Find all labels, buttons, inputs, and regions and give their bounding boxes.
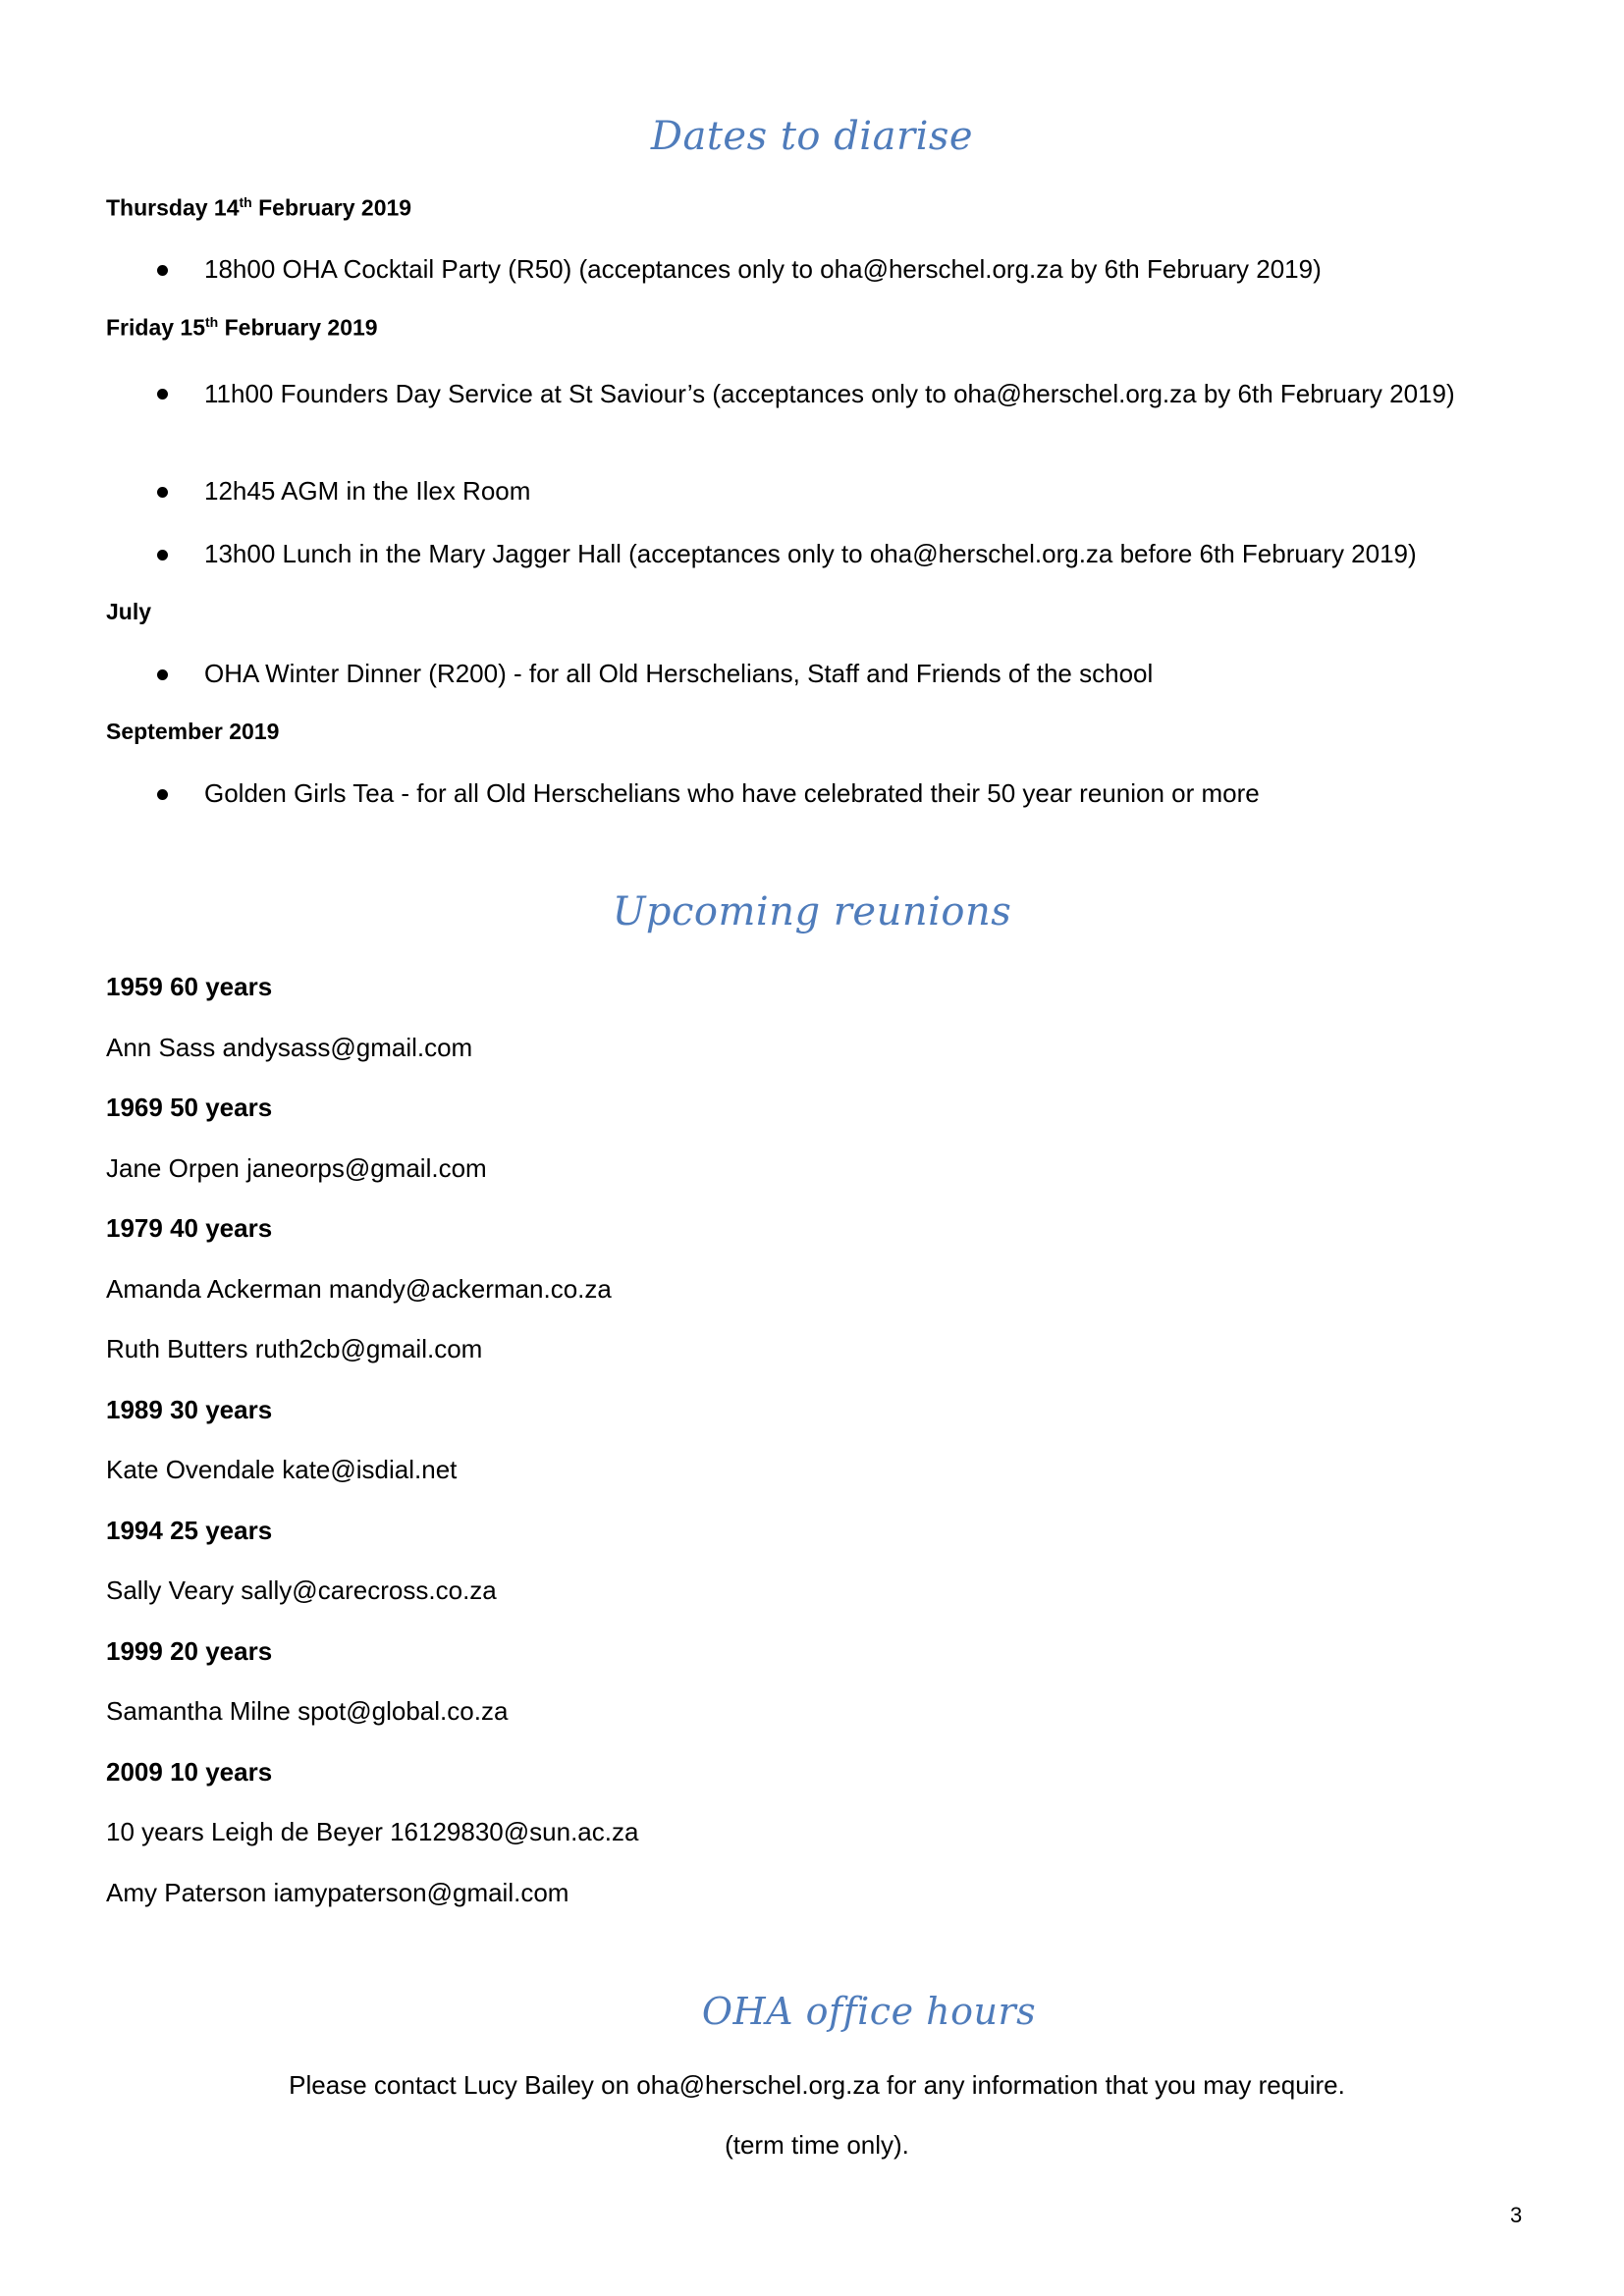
dates-to-diarise-heading: Dates to diarise	[650, 114, 974, 159]
date-heading-july: July	[106, 599, 152, 624]
date-heading-text: Thursday 14	[106, 194, 240, 221]
event-text: 12h45 AGM in the Ilex Room	[204, 476, 531, 506]
date-heading-thursday	[106, 194, 411, 222]
event-item	[157, 473, 1532, 509]
reunion-contact: Samantha Milne spot@global.co.za	[106, 1696, 509, 1726]
reunion-year-heading: 1989 30 years	[106, 1395, 273, 1424]
reunion-contact: Ann Sass andysass@gmail.com	[106, 1033, 473, 1062]
ordinal-suffix: th	[205, 314, 219, 330]
reunion-year-heading: 1979 40 years	[106, 1213, 273, 1243]
upcoming-reunions-heading: Upcoming reunions	[612, 889, 1012, 934]
bullet-icon	[157, 389, 168, 400]
event-item	[157, 536, 1532, 572]
bullet-icon	[157, 265, 168, 276]
date-heading-friday	[106, 314, 378, 342]
date-heading-text: February 2019	[218, 314, 378, 341]
bullet-icon	[157, 789, 168, 800]
bullet-icon	[157, 669, 168, 680]
office-contact-text: Please contact Lucy Bailey on oha@herschel.org.za for any information that you may require.	[289, 2070, 1345, 2100]
office-term-note: (term time only).	[725, 2130, 909, 2160]
reunion-year-heading: 1999 20 years	[106, 1636, 273, 1666]
reunion-contact: Sally Veary sally@carecross.co.za	[106, 1575, 497, 1605]
reunion-contact: 10 years Leigh de Beyer 16129830@sun.ac.za	[106, 1817, 639, 1846]
event-text: 18h00 OHA Cocktail Party (R50) (acceptances only to oha@herschel.org.za by 6th February 2019)	[204, 254, 1322, 284]
event-item	[157, 251, 1532, 288]
bullet-icon	[157, 550, 168, 561]
date-heading-september: September 2019	[106, 719, 280, 744]
event-text: 11h00 Founders Day Service at St Saviour’s (acceptances only to oha@herschel.org.za by 6th February 2019)	[204, 379, 1455, 408]
event-item	[157, 775, 1532, 812]
office-hours-heading: OHA office hours	[701, 1990, 1037, 2033]
reunion-contact: Amanda Ackerman mandy@ackerman.co.za	[106, 1274, 612, 1304]
reunion-year-heading: 1959 60 years	[106, 972, 273, 1001]
reunion-year-heading: 1969 50 years	[106, 1093, 273, 1122]
event-text: OHA Winter Dinner (R200) - for all Old Herschelians, Staff and Friends of the school	[204, 659, 1154, 688]
reunion-contact: Ruth Butters ruth2cb@gmail.com	[106, 1334, 483, 1363]
event-item	[157, 656, 1532, 692]
reunion-year-heading: 2009 10 years	[106, 1757, 273, 1787]
date-heading-text: Friday 15	[106, 314, 205, 341]
event-text: 13h00 Lunch in the Mary Jagger Hall (acceptances only to oha@herschel.org.za before 6th February 2019)	[204, 539, 1417, 568]
reunion-contact: Jane Orpen janeorps@gmail.com	[106, 1153, 487, 1183]
event-text: Golden Girls Tea - for all Old Herschelians who have celebrated their 50 year reunion or more	[204, 778, 1260, 808]
date-heading-text: February 2019	[251, 194, 412, 221]
reunion-contact: Kate Ovendale kate@isdial.net	[106, 1455, 458, 1484]
ordinal-suffix: th	[239, 194, 252, 210]
event-item	[157, 371, 1532, 416]
reunion-contact: Amy Paterson iamypaterson@gmail.com	[106, 1878, 569, 1907]
page-number: 3	[1510, 2203, 1523, 2227]
bullet-icon	[157, 487, 168, 498]
reunion-year-heading: 1994 25 years	[106, 1516, 273, 1545]
